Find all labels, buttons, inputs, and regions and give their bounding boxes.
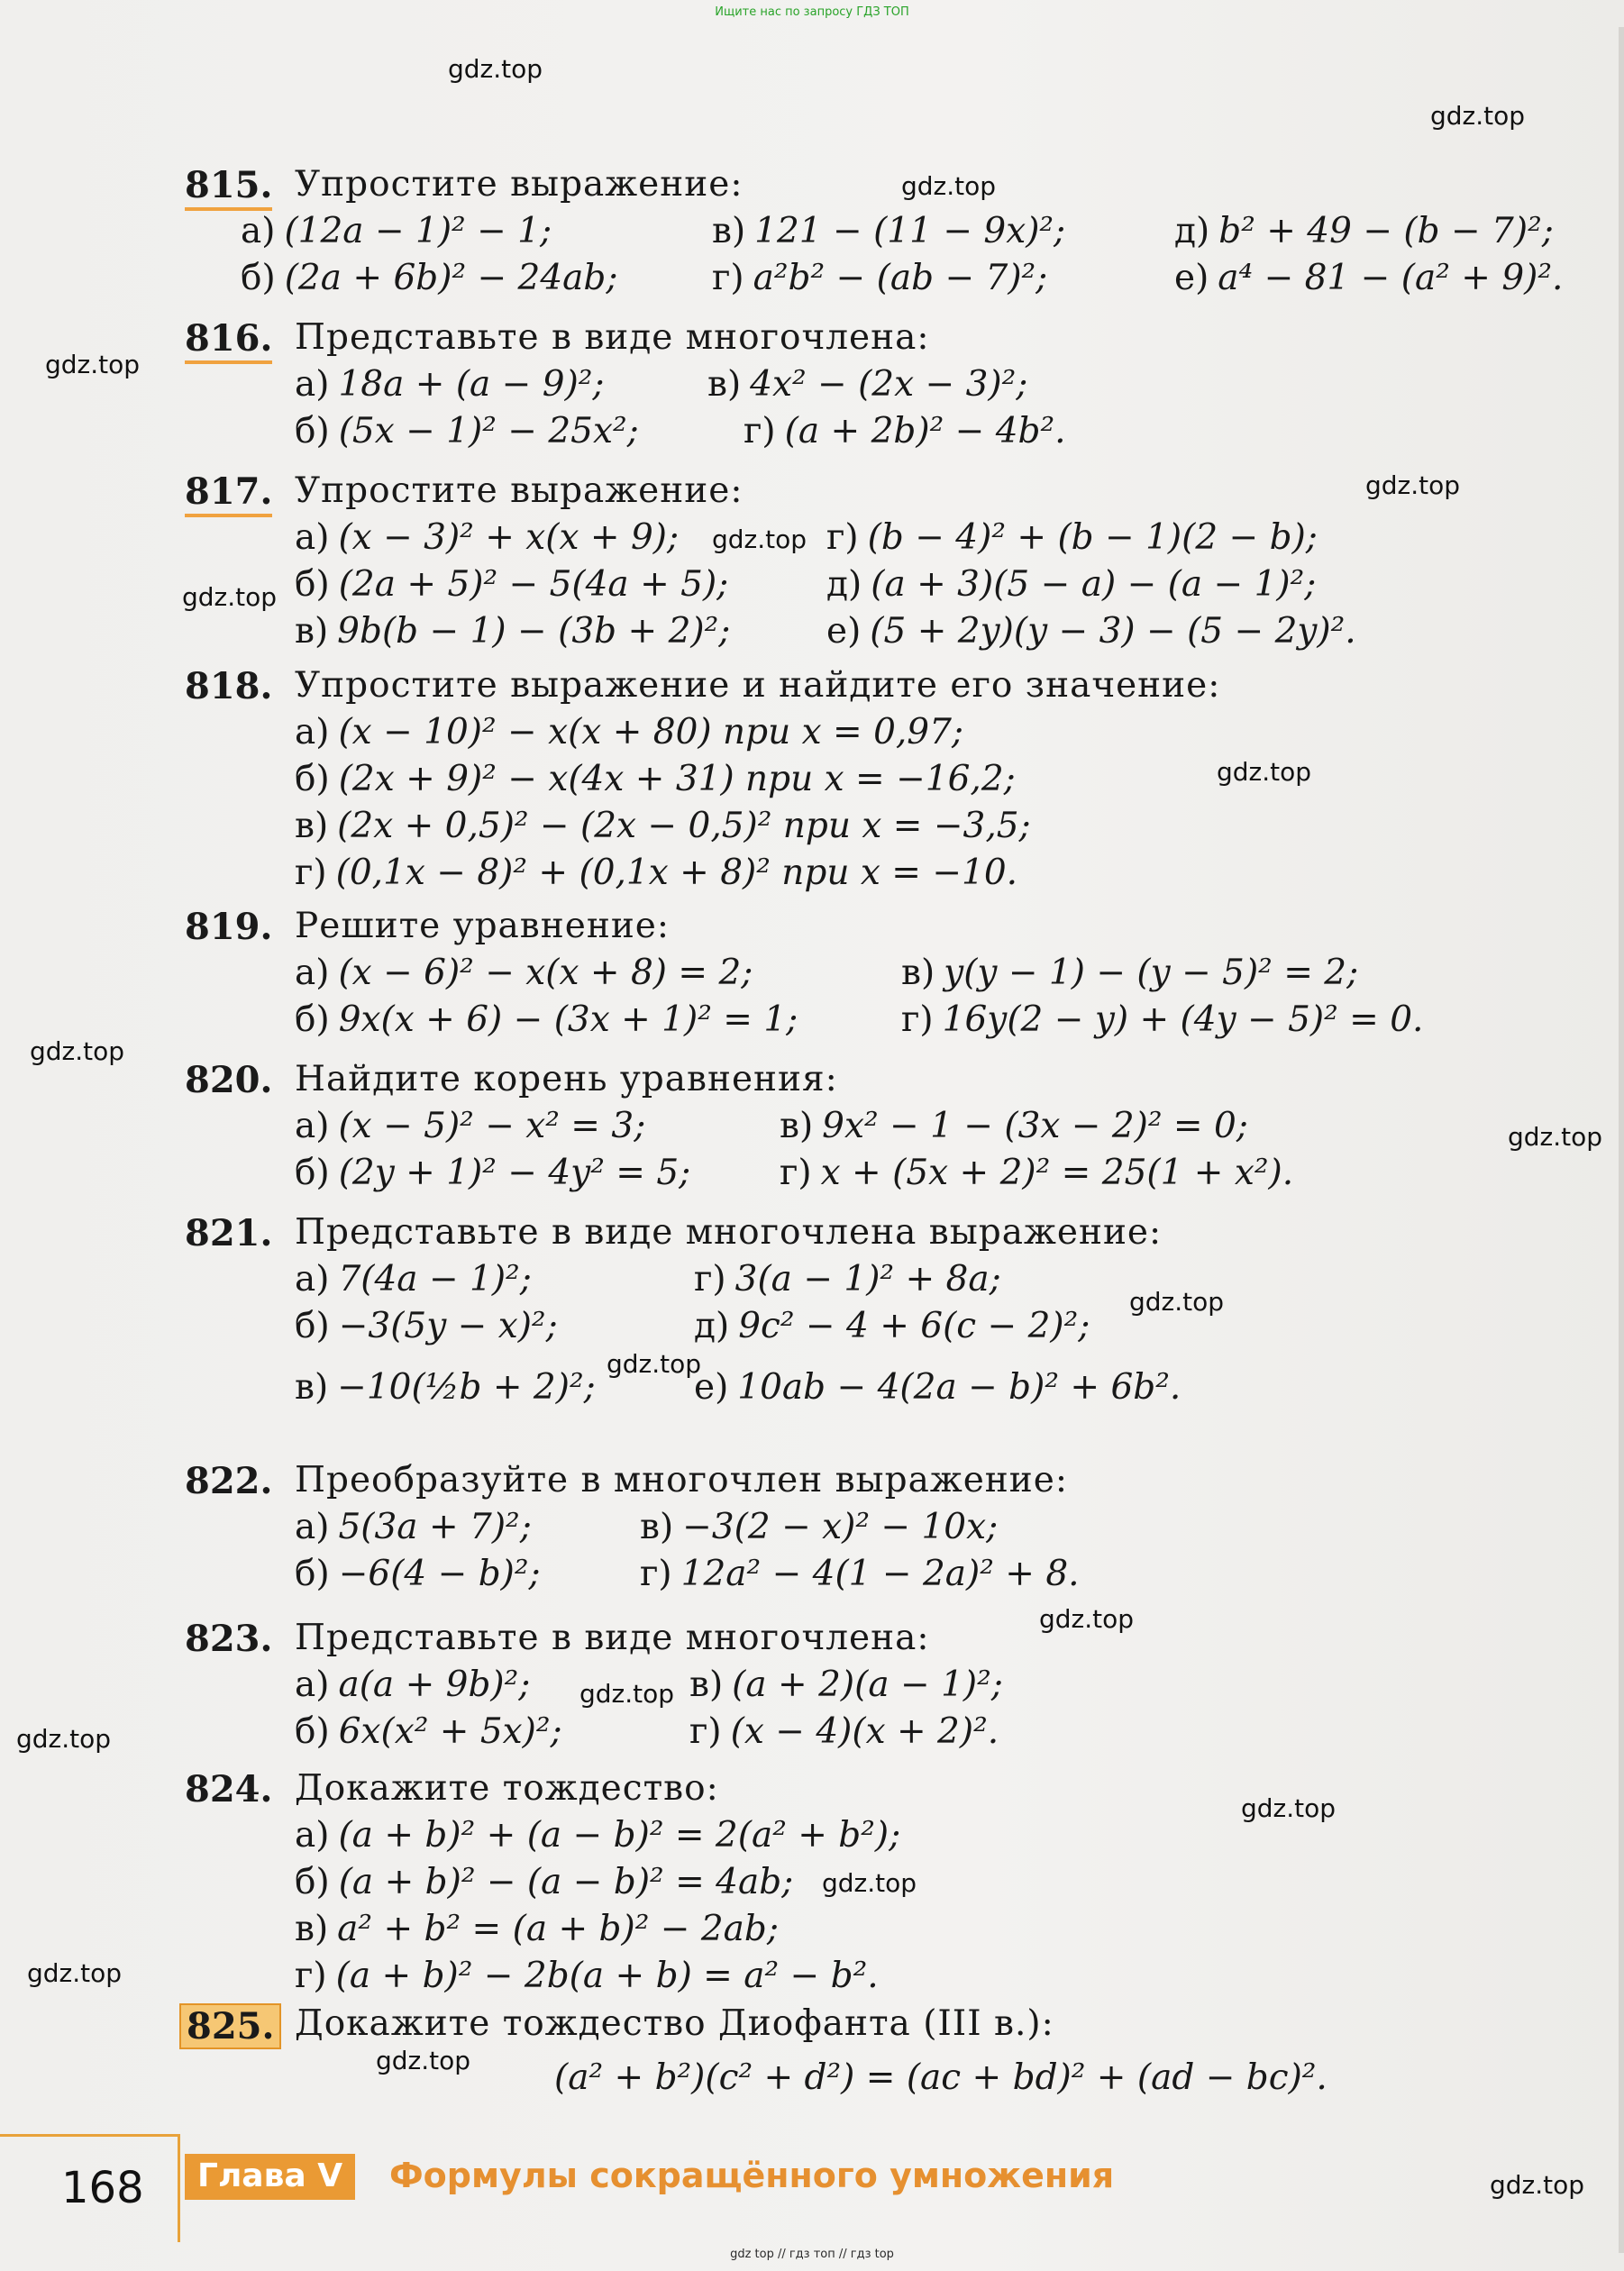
exercise-title: Упростите выражение: bbox=[295, 470, 744, 511]
exercise-item: а) 18a + (a − 9)²; bbox=[295, 364, 605, 405]
exercise-item: в) 9b(b − 1) − (3b + 2)²; bbox=[295, 611, 731, 652]
exercise-item: е) (5 + 2y)(y − 3) − (5 − 2y)². bbox=[826, 611, 1356, 652]
exercise-title: Представьте в виде многочлена: bbox=[295, 317, 930, 358]
exercise-item: г) a²b² − (ab − 7)²; bbox=[712, 258, 1048, 298]
watermark: gdz.top bbox=[1430, 101, 1526, 131]
exercise-title: Решите уравнение: bbox=[295, 906, 671, 946]
watermark: gdz.top bbox=[182, 582, 278, 612]
page-edge bbox=[1619, 27, 1624, 2253]
watermark: gdz.top bbox=[1490, 2170, 1585, 2200]
exercise-item: (a² + b²)(c² + d²) = (ac + bd)² + (ad − bc)². bbox=[554, 2057, 1327, 2098]
watermark: gdz.top bbox=[1241, 1793, 1337, 1823]
exercise-item: в) (2x + 0,5)² − (2x − 0,5)² при x = −3,5; bbox=[295, 806, 1031, 846]
exercise-item: в) y(y − 1) − (y − 5)² = 2; bbox=[901, 953, 1359, 993]
exercise-number: 823. bbox=[185, 1618, 273, 1660]
exercise-item: б) −6(4 − b)²; bbox=[295, 1554, 541, 1594]
exercise-item: б) (2x + 9)² − x(4x + 31) при x = −16,2; bbox=[295, 759, 1016, 799]
top-note: Ищите нас по запросу ГДЗ ТОП bbox=[715, 5, 909, 19]
bottom-note: gdz top // гдз топ // гдз top bbox=[730, 2248, 894, 2261]
exercise-item: в) (a + 2)(a − 1)²; bbox=[689, 1664, 1003, 1705]
exercise-item: в) a² + b² = (a + b)² − 2ab; bbox=[295, 1909, 779, 1949]
exercise-title: Найдите корень уравнения: bbox=[295, 1059, 838, 1099]
exercise-item: б) (a + b)² − (a − b)² = 4ab; bbox=[295, 1862, 794, 1902]
watermark: gdz.top bbox=[1365, 470, 1461, 500]
exercise-item: б) 6x(x² + 5x)²; bbox=[295, 1711, 562, 1752]
exercise-number: 816. bbox=[185, 317, 272, 364]
exercise-item: в) 4x² − (2x − 3)²; bbox=[707, 364, 1028, 405]
exercise-item: а) (x − 6)² − x(x + 8) = 2; bbox=[295, 953, 753, 993]
watermark: gdz.top bbox=[822, 1868, 917, 1898]
exercise-item: е) a⁴ − 81 − (a² + 9)². bbox=[1174, 258, 1564, 298]
exercise-number: 821. bbox=[185, 1212, 273, 1254]
watermark: gdz.top bbox=[712, 524, 807, 554]
exercise-item: г) (a + b)² − 2b(a + b) = a² − b². bbox=[295, 1956, 879, 1996]
exercise-number: 817. bbox=[185, 470, 272, 517]
exercise-title: Представьте в виде многочлена: bbox=[295, 1618, 930, 1658]
chapter-badge: Глава V bbox=[185, 2154, 355, 2200]
exercise-item: б) 9x(x + 6) − (3x + 1)² = 1; bbox=[295, 999, 798, 1040]
exercise-item: а) 5(3a + 7)²; bbox=[295, 1507, 532, 1547]
exercise-item: а) (a + b)² + (a − b)² = 2(a² + b²); bbox=[295, 1815, 901, 1856]
footer-rule bbox=[0, 2134, 178, 2137]
chapter-title: Формулы сокращённого умножения bbox=[389, 2156, 1115, 2195]
exercise-item: а) (x − 3)² + x(x + 9); bbox=[295, 517, 680, 558]
exercise-item: г) x + (5x + 2)² = 25(1 + x²). bbox=[780, 1153, 1294, 1193]
exercise-item: а) (x − 5)² − x² = 3; bbox=[295, 1106, 646, 1146]
exercise-item: г) 12a² − 4(1 − 2a)² + 8. bbox=[640, 1554, 1080, 1594]
exercise-item: а) (x − 10)² − x(x + 80) при x = 0,97; bbox=[295, 712, 964, 752]
exercise-item: в) −3(2 − x)² − 10x; bbox=[640, 1507, 999, 1547]
watermark: gdz.top bbox=[1508, 1122, 1603, 1152]
exercise-number: 815. bbox=[185, 164, 272, 211]
watermark: gdz.top bbox=[607, 1349, 702, 1379]
watermark: gdz.top bbox=[376, 2046, 471, 2075]
exercise-number: 822. bbox=[185, 1460, 273, 1502]
page-number: 168 bbox=[61, 2163, 144, 2213]
exercise-item: б) (5x − 1)² − 25x²; bbox=[295, 411, 639, 451]
watermark: gdz.top bbox=[448, 54, 543, 84]
exercise-number: 824. bbox=[185, 1768, 273, 1810]
exercise-title: Упростите выражение: bbox=[295, 164, 744, 205]
watermark: gdz.top bbox=[45, 350, 141, 379]
watermark: gdz.top bbox=[1217, 757, 1312, 787]
exercise-number: 819. bbox=[185, 906, 273, 948]
exercise-title: Представьте в виде многочлена выражение: bbox=[295, 1212, 1163, 1253]
exercise-title: Упростите выражение и найдите его значение: bbox=[295, 665, 1221, 706]
exercise-item: б) −3(5y − x)²; bbox=[295, 1306, 558, 1346]
exercise-item: а) a(a + 9b)²; bbox=[295, 1664, 531, 1705]
exercise-item: г) (x − 4)(x + 2)². bbox=[689, 1711, 999, 1752]
exercise-item: в) −10(½b + 2)²; bbox=[295, 1367, 596, 1408]
exercise-item: в) 121 − (11 − 9x)²; bbox=[712, 211, 1066, 251]
exercise-item: в) 9x² − 1 − (3x − 2)² = 0; bbox=[780, 1106, 1248, 1146]
watermark: gdz.top bbox=[1039, 1604, 1135, 1634]
footer-rule bbox=[178, 2134, 180, 2242]
exercise-item: г) (0,1x − 8)² + (0,1x + 8)² при x = −10. bbox=[295, 853, 1018, 893]
exercise-title: Докажите тождество: bbox=[295, 1768, 719, 1809]
exercise-number: 818. bbox=[185, 665, 273, 707]
watermark: gdz.top bbox=[1129, 1287, 1225, 1317]
exercise-item: а) (12a − 1)² − 1; bbox=[241, 211, 552, 251]
exercise-number: 820. bbox=[185, 1059, 273, 1101]
exercise-item: д) 9c² − 4 + 6(c − 2)²; bbox=[694, 1306, 1090, 1346]
exercise-item: б) (2y + 1)² − 4y² = 5; bbox=[295, 1153, 691, 1193]
watermark: gdz.top bbox=[901, 171, 997, 201]
exercise-item: г) (b − 4)² + (b − 1)(2 − b); bbox=[826, 517, 1318, 558]
watermark: gdz.top bbox=[27, 1958, 123, 1988]
exercise-item: б) (2a + 6b)² − 24ab; bbox=[241, 258, 618, 298]
exercise-number: 825. bbox=[179, 2003, 281, 2049]
exercise-item: б) (2a + 5)² − 5(4a + 5); bbox=[295, 564, 729, 605]
exercise-item: а) 7(4a − 1)²; bbox=[295, 1259, 532, 1300]
exercise-title: Преобразуйте в многочлен выражение: bbox=[295, 1460, 1068, 1500]
watermark: gdz.top bbox=[16, 1724, 112, 1754]
exercise-item: г) 3(a − 1)² + 8a; bbox=[694, 1259, 1001, 1300]
watermark: gdz.top bbox=[579, 1679, 675, 1709]
exercise-title: Докажите тождество Диофанта (III в.): bbox=[295, 2003, 1054, 2044]
exercise-item: д) (a + 3)(5 − a) − (a − 1)²; bbox=[826, 564, 1317, 605]
exercise-item: д) b² + 49 − (b − 7)²; bbox=[1174, 211, 1554, 251]
exercise-item: г) (a + 2b)² − 4b². bbox=[744, 411, 1066, 451]
exercise-item: г) 16y(2 − y) + (4y − 5)² = 0. bbox=[901, 999, 1424, 1040]
watermark: gdz.top bbox=[30, 1036, 125, 1066]
exercise-item: е) 10ab − 4(2a − b)² + 6b². bbox=[694, 1367, 1182, 1408]
